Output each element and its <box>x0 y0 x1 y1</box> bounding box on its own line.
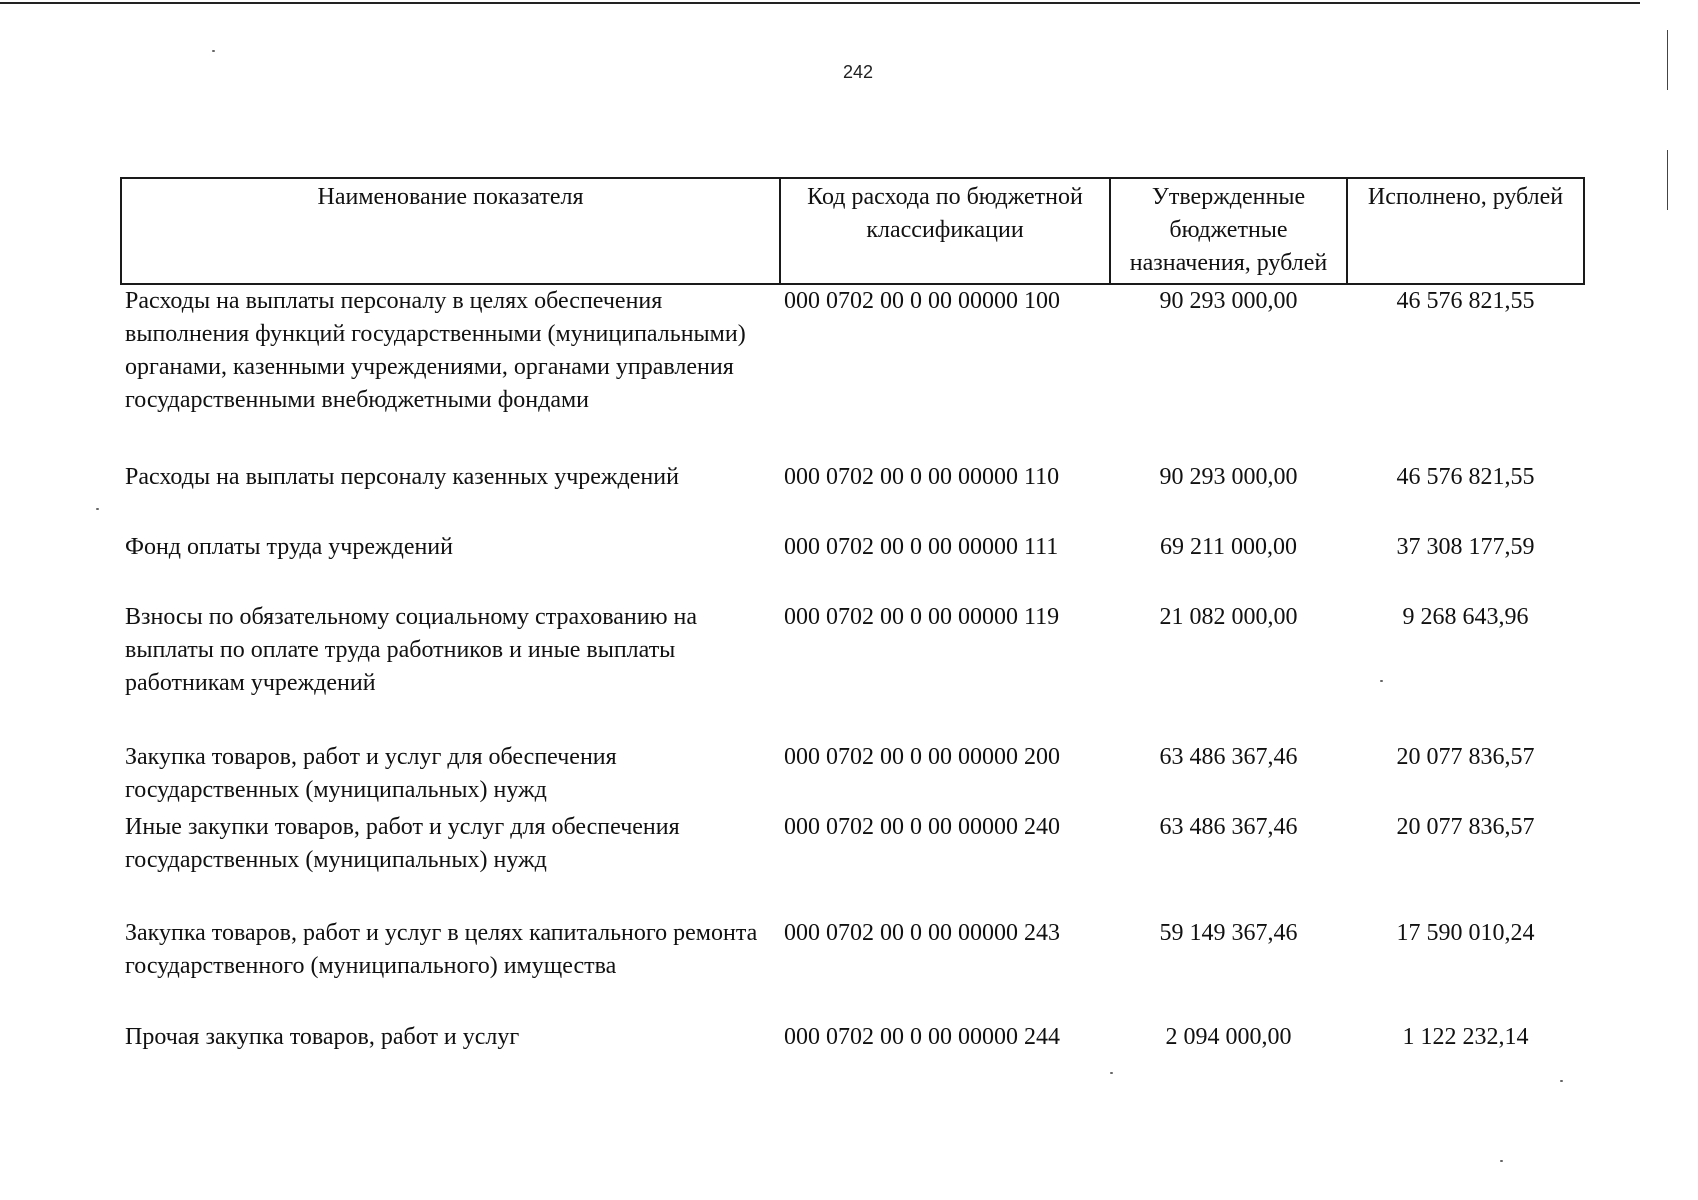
row-approved-amount: 69 211 000,00 <box>1159 534 1298 560</box>
header-indicator-name: Наименование показателя <box>121 178 780 284</box>
row-expense-code: 000 0702 00 0 00 00000 111 <box>784 534 1059 560</box>
table-row <box>121 601 1584 741</box>
row-executed-amount: 46 576 821,55 <box>1396 288 1535 314</box>
row-indicator-name: Прочая закупка товаров, работ и услуг <box>125 1024 520 1050</box>
row-indicator-name: Расходы на выплаты персоналу в целях обеспечения выполнения функций государственными (муниципальными) органами, казенными учреждениями, органами управления государственными внебюджетными фондами <box>125 288 746 413</box>
row-expense-code: 000 0702 00 0 00 00000 100 <box>784 288 1060 314</box>
row-executed-amount: 20 077 836,57 <box>1396 814 1535 840</box>
row-indicator-name: Фонд оплаты труда учреждений <box>125 534 453 560</box>
row-expense-code: 000 0702 00 0 00 00000 119 <box>784 604 1060 630</box>
row-executed-amount: 46 576 821,55 <box>1396 464 1535 490</box>
row-approved-amount: 63 486 367,46 <box>1159 744 1298 770</box>
row-expense-code: 000 0702 00 0 00 00000 240 <box>784 814 1060 840</box>
row-expense-code: 000 0702 00 0 00 00000 243 <box>784 920 1060 946</box>
scan-speck <box>96 508 99 510</box>
scan-speck <box>1500 1160 1503 1162</box>
row-approved-amount: 2 094 000,00 <box>1165 1024 1292 1050</box>
page-number: 242 <box>842 62 874 82</box>
row-expense-code: 000 0702 00 0 00 00000 200 <box>784 744 1060 770</box>
row-approved-amount: 90 293 000,00 <box>1159 288 1298 314</box>
budget-execution-sheet <box>120 177 1583 1061</box>
scan-speck <box>1110 1072 1113 1074</box>
header-expense-code: Код расхода по бюджетной классификации <box>780 178 1110 284</box>
scan-speck <box>212 50 215 52</box>
row-indicator-name: Закупка товаров, работ и услуг в целях капитального ремонта государственного (муниципального) имущества <box>125 920 758 979</box>
row-executed-amount: 20 077 836,57 <box>1396 744 1535 770</box>
row-expense-code: 000 0702 00 0 00 00000 244 <box>784 1024 1060 1050</box>
row-indicator-name: Иные закупки товаров, работ и услуг для обеспечения государственных (муниципальных) нужд <box>125 814 680 873</box>
row-approved-amount: 90 293 000,00 <box>1159 464 1298 490</box>
scan-top-rule <box>0 2 1640 4</box>
table-header-row <box>121 178 1584 284</box>
scan-edge-mark <box>1667 150 1668 210</box>
row-approved-amount: 21 082 000,00 <box>1159 604 1298 630</box>
table-row <box>121 531 1584 601</box>
row-approved-amount: 59 149 367,46 <box>1159 920 1298 946</box>
row-executed-amount: 9 268 643,96 <box>1402 604 1529 630</box>
header-approved-amount: Утвержденные бюджетные назначения, рублей <box>1110 178 1347 284</box>
table-row <box>121 811 1584 917</box>
table-row <box>121 1021 1584 1061</box>
row-executed-amount: 17 590 010,24 <box>1396 920 1535 946</box>
row-indicator-name: Взносы по обязательному социальному страхованию на выплаты по оплате труда работников и иные выплаты работникам учреждений <box>125 604 698 696</box>
row-approved-amount: 63 486 367,46 <box>1159 814 1298 840</box>
scan-speck <box>1380 680 1383 682</box>
row-indicator-name: Расходы на выплаты персоналу казенных учреждений <box>125 464 679 490</box>
row-executed-amount: 37 308 177,59 <box>1396 534 1535 560</box>
table-row <box>121 917 1584 1021</box>
budget-execution-table <box>120 177 1585 1061</box>
row-expense-code: 000 0702 00 0 00 00000 110 <box>784 464 1060 490</box>
table-row <box>121 741 1584 811</box>
table-row <box>121 461 1584 531</box>
row-executed-amount: 1 122 232,14 <box>1402 1024 1529 1050</box>
table-row <box>121 284 1584 461</box>
row-indicator-name: Закупка товаров, работ и услуг для обеспечения государственных (муниципальных) нужд <box>125 744 617 803</box>
header-executed-amount: Исполнено, рублей <box>1347 178 1584 284</box>
scan-speck <box>1560 1080 1563 1082</box>
